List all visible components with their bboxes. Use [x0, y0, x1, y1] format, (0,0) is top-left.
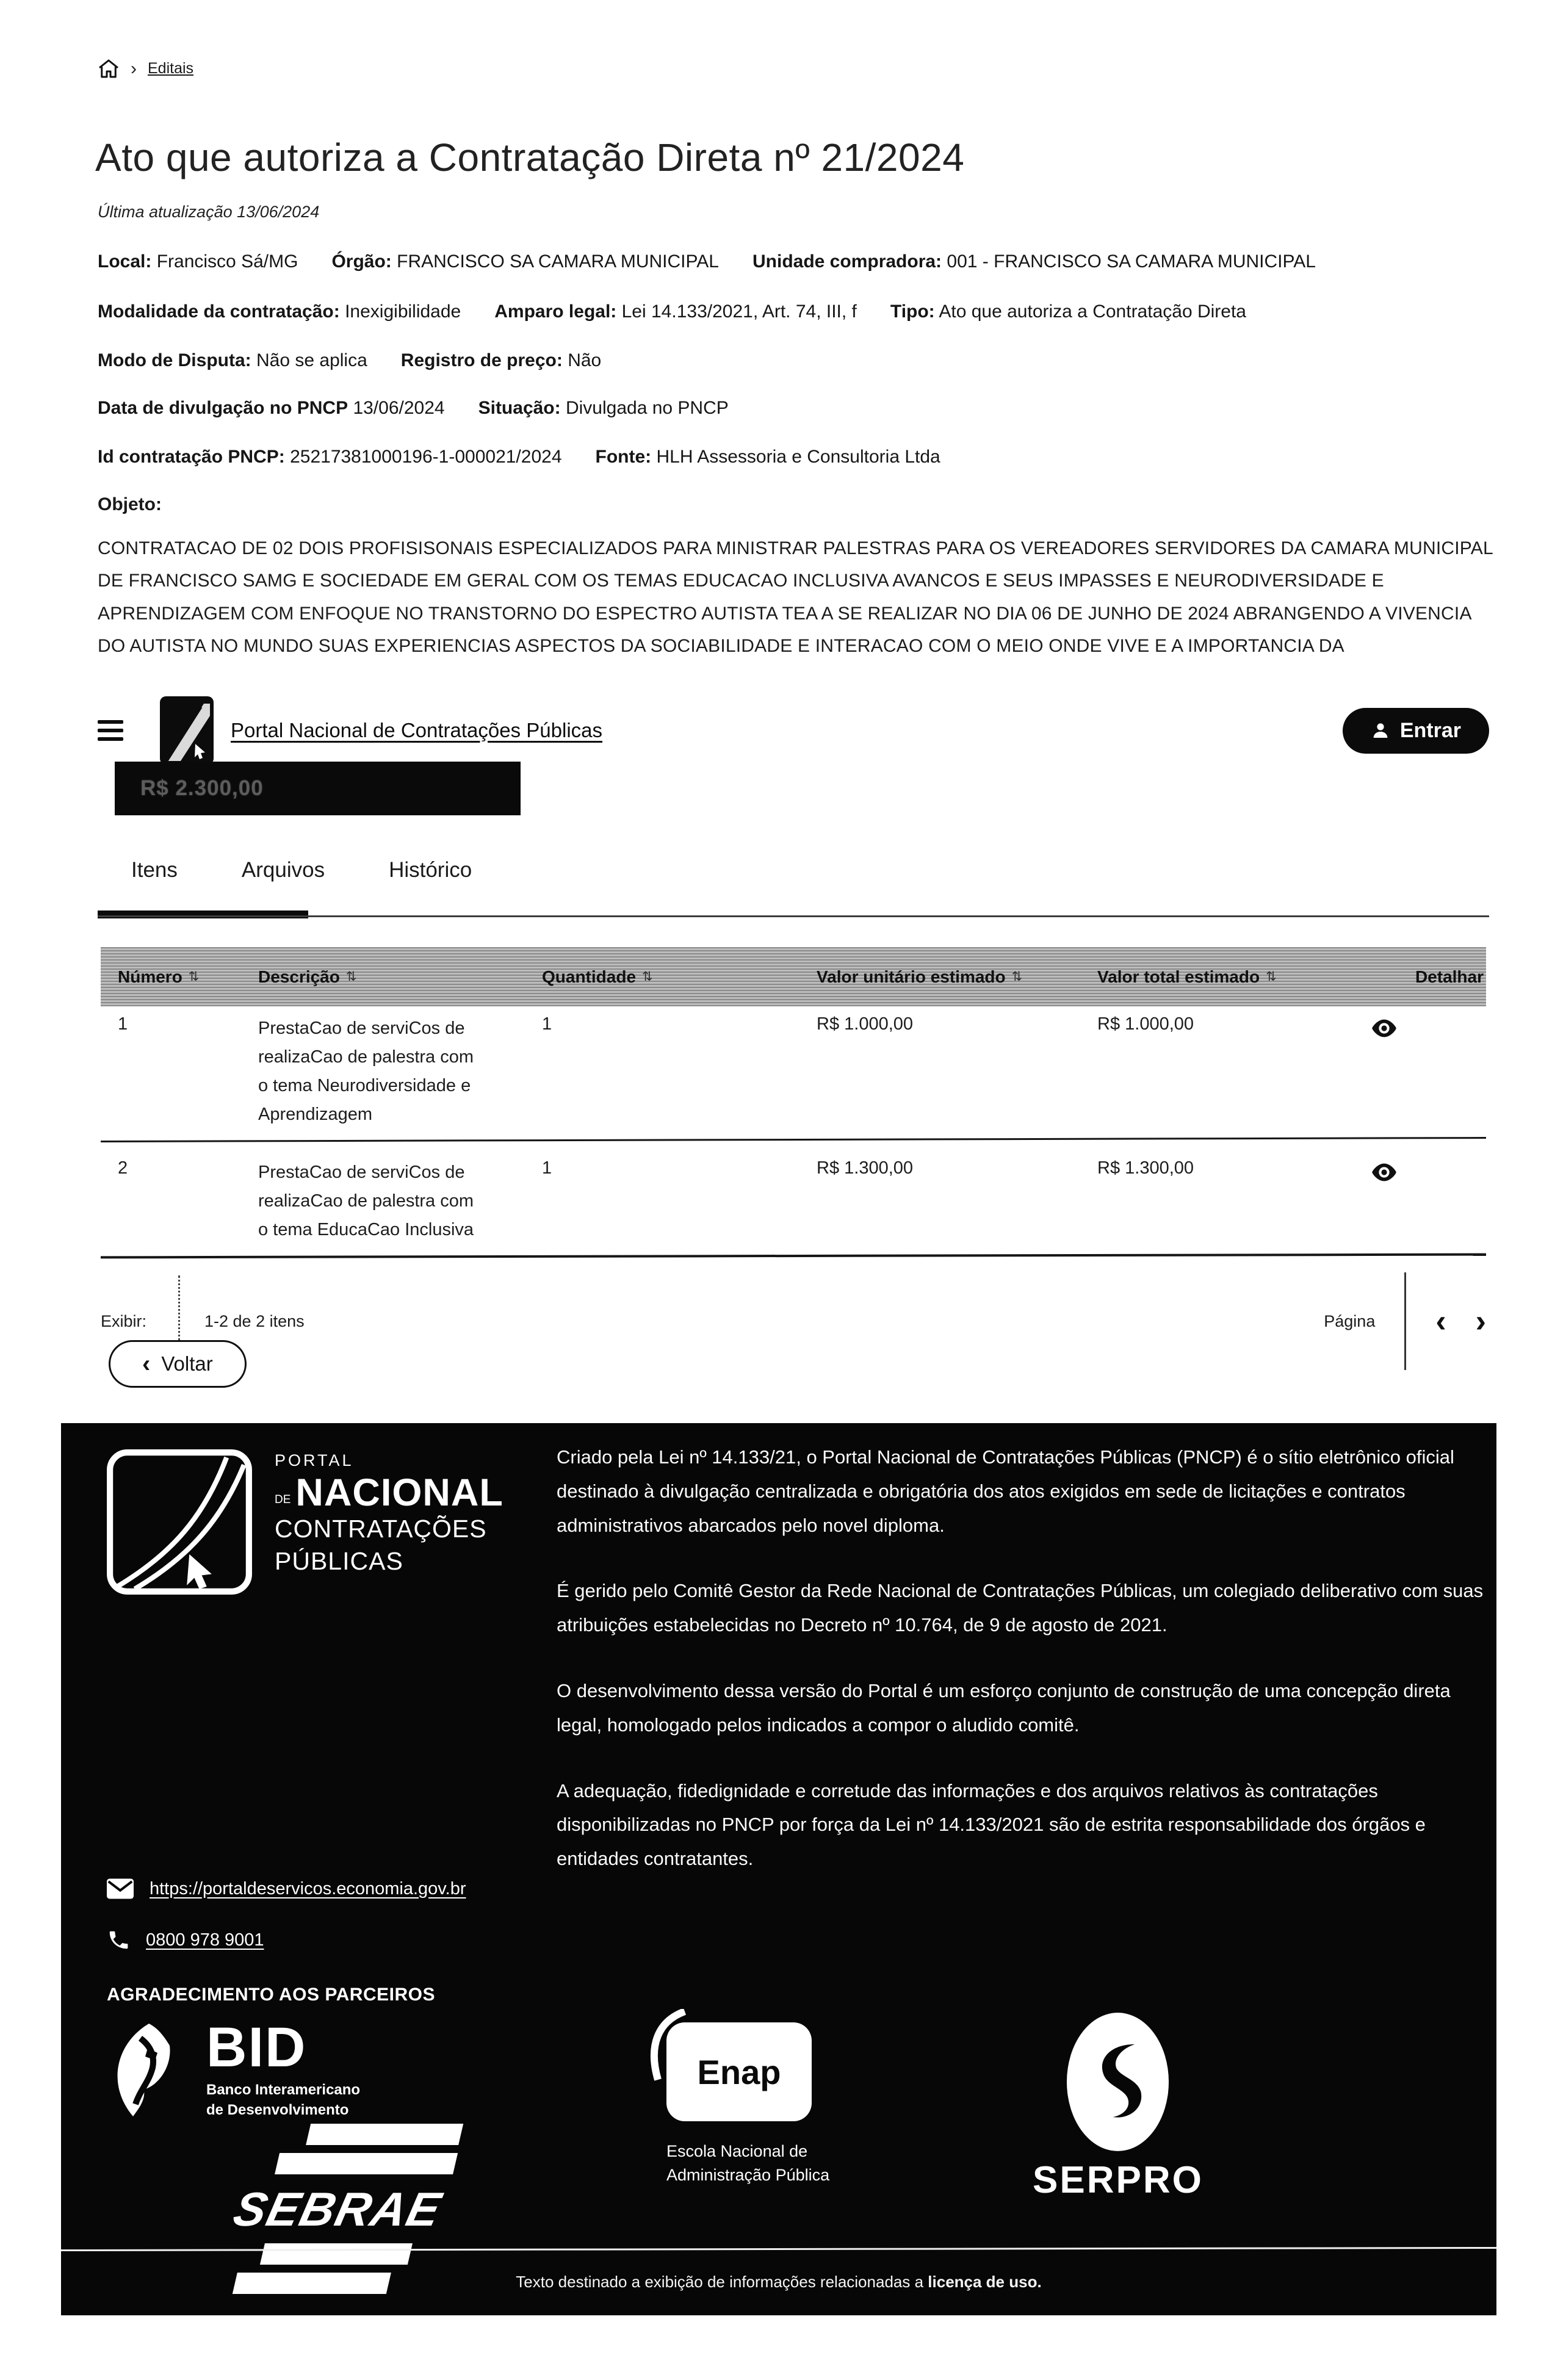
meta-data-label: Data de divulgação no PNCP [98, 398, 348, 418]
meta-amparo [494, 301, 857, 322]
meta-registro-label: Registro de preço: [400, 350, 563, 370]
footer-logo-de: DE [275, 1493, 291, 1507]
total-value-highlight [115, 762, 521, 815]
meta-data-value: 13/06/2024 [353, 398, 445, 418]
meta-modo-value: Não se aplica [256, 350, 367, 370]
enap-arc-icon [646, 2009, 688, 2082]
enap-name: Enap [697, 2052, 781, 2091]
bid-name: BID [206, 2016, 307, 2079]
meta-id-value: 25217381000196-1-000021/2024 [290, 447, 562, 467]
col-valor-unitario-label: Valor unitário estimado [817, 967, 1006, 986]
partner-bid-logo [104, 2016, 361, 2124]
sebrae-name: SEBRAE [228, 2182, 447, 2236]
user-icon [1371, 721, 1390, 740]
entrar-label: Entrar [1399, 718, 1461, 742]
meta-orgao-value: FRANCISCO SA CAMARA MUNICIPAL [397, 251, 719, 272]
col-descricao[interactable] [241, 967, 525, 987]
next-page-icon[interactable]: › [1475, 1304, 1486, 1339]
entrar-button[interactable] [1343, 708, 1489, 754]
enap-caption-line1: Escola Nacional de [666, 2142, 808, 2160]
envelope-icon [107, 1878, 134, 1899]
pagination-bar [101, 1269, 1486, 1373]
meta-unidade-value: 001 - FRANCISCO SA CAMARA MUNICIPAL [947, 251, 1316, 272]
voltar-button[interactable] [109, 1340, 247, 1388]
serpro-name: SERPRO [1033, 2159, 1204, 2201]
objeto-text: CONTRATACAO DE 02 DOIS PROFISISONAIS ESPECIALIZADOS PARA MINISTRAR PALESTRAS PARA OS VEREADORES SERVIDORES DA CAMARA MUNICIPAL DE FRANCISCO SAMG E SOCIEDADE EM GERAL COM OS TEMAS EDUCACAO INCLUSIVA AVANCOS E SEUS IMPASSES E NEURODIVERSIDADE E APRENDIZAGEM COM ENFOQUE NO TRANSTORNO DO ESPECTRO AUTISTA TEA A SE REALIZAR NO DIA 06 DE JUNHO DE 2024 ABRANGENDO A VIVENCIA DO AUTISTA NO MUNDO SUAS EXPERIENCIAS ASPECTOS DA SOCIABILIDADE E INTERACAO COM O MEIO ONDE VIVE E A IMPORTANCIA DA [98, 538, 1493, 657]
portal-home-link[interactable]: Portal Nacional de Contratações Públicas [231, 719, 603, 741]
home-icon[interactable] [98, 59, 120, 79]
partners-heading: AGRADECIMENTO AOS PARCEIROS [107, 1985, 435, 2005]
bid-caption [206, 2080, 360, 2120]
meta-situacao-label: Situação: [478, 398, 561, 418]
footer-logo-portal: PORTAL [275, 1451, 354, 1469]
total-estimated-value: R$ 2.300,00 [140, 776, 264, 800]
tabs-divider [98, 915, 1489, 917]
portal-header [98, 691, 1489, 770]
bid-caption-line2: de Desenvolvimento [206, 2101, 349, 2118]
license-text [61, 2273, 1496, 2292]
meta-local-value: Francisco Sá/MG [156, 251, 298, 272]
meta-registro-value: Não [568, 350, 602, 370]
partner-sebrae-logo [179, 2124, 464, 2294]
col-descricao-label: Descrição [258, 967, 340, 986]
meta-unidade [752, 251, 1316, 272]
sort-icon[interactable]: ⇅ [188, 970, 200, 984]
col-valor-total[interactable] [1080, 967, 1364, 987]
items-table-header [101, 947, 1486, 1006]
phone-link[interactable]: 0800 978 9001 [146, 1930, 264, 1950]
pagination-divider [1404, 1272, 1406, 1370]
meta-fonte [596, 447, 940, 467]
back-chevron-icon: ‹ [142, 1350, 151, 1377]
bid-leaf-icon [104, 2021, 195, 2124]
page-title: Ato que autoriza a Contratação Direta nº 21/2024 [95, 135, 965, 179]
serpro-swirl-icon [1064, 2010, 1171, 2154]
sort-icon[interactable]: ⇅ [1011, 970, 1023, 984]
meta-modalidade-value: Inexigibilidade [345, 301, 461, 322]
footer [61, 1423, 1496, 2315]
row-divider [101, 1137, 1486, 1142]
col-valor-unitario[interactable] [799, 967, 1080, 987]
footer-paragraph: Criado pela Lei nº 14.133/21, o Portal Nacional de Contratações Públicas (PNCP) é o sítio eletrônico oficial destinado à divulgação centralizada e obrigatória dos atos exigidos em sede de licitações e contratos administrativos abarcados pelo novel diploma. [557, 1446, 1454, 1536]
breadcrumb-editais-link[interactable]: Editais [148, 60, 194, 77]
meta-modalidade-label: Modalidade da contratação: [98, 301, 340, 322]
cell-numero: 2 [118, 1158, 128, 1178]
meta-tipo-label: Tipo: [890, 301, 935, 322]
last-update: Última atualização 13/06/2024 [98, 203, 320, 221]
cell-valor-total: R$ 1.000,00 [1097, 1014, 1194, 1034]
footer-pncp-logo [105, 1448, 503, 1596]
detalhar-button[interactable] [1364, 1014, 1486, 1129]
sebrae-stripe [275, 2153, 458, 2174]
meta-row-5 [98, 447, 940, 467]
sebrae-stripe [306, 2124, 463, 2145]
meta-situacao [478, 398, 729, 419]
license-text-normal: Texto destinado a exibição de informações relacionadas a [516, 2273, 928, 2291]
row-divider [101, 1253, 1486, 1259]
breadcrumb-chevron-icon: › [131, 58, 137, 79]
footer-logo-publicas: PÚBLICAS [275, 1547, 403, 1576]
sort-icon[interactable]: ⇅ [345, 970, 357, 984]
meta-amparo-value: Lei 14.133/2021, Art. 74, III, f [621, 301, 857, 322]
cell-quantidade: 1 [542, 1014, 552, 1034]
col-detalhar [1364, 967, 1486, 987]
cell-descricao: PrestaCao de serviCos de realizaCao de palestra com o tema EducaCao Inclusiva [258, 1163, 474, 1239]
table-row [101, 1014, 1486, 1129]
meta-modalidade [98, 301, 461, 322]
meta-amparo-label: Amparo legal: [494, 301, 617, 322]
meta-data-divulgacao [98, 398, 445, 419]
items-range: 1-2 de 2 itens [204, 1311, 305, 1330]
detalhar-button[interactable] [1364, 1158, 1486, 1244]
partner-enap-logo [666, 2022, 829, 2187]
footer-logo-nacional: NACIONAL [295, 1471, 503, 1514]
bid-caption-line1: Banco Interamericano [206, 2082, 361, 2099]
cell-descricao: PrestaCao de serviCos de realizaCao de palestra com o tema Neurodiversidade e Aprendizagem [258, 1019, 474, 1124]
objeto-label: Objeto: [98, 494, 162, 514]
meta-modo [98, 350, 367, 371]
meta-registro [401, 350, 601, 371]
sort-icon[interactable]: ⇅ [1266, 970, 1277, 984]
sebrae-stripe [260, 2243, 413, 2265]
meta-local [98, 251, 298, 272]
meta-orgao-label: Órgão: [331, 251, 392, 272]
phone-icon [107, 1928, 130, 1952]
col-detalhar-label: Detalhar [1415, 967, 1484, 986]
pncp-logo-icon [159, 695, 215, 766]
enap-caption-line2: Administração Pública [666, 2166, 830, 2185]
meta-situacao-value: Divulgada no PNCP [565, 398, 729, 418]
eye-icon [1370, 1014, 1398, 1042]
footer-paragraph: É gerido pelo Comitê Gestor da Rede Nacional de Contratações Públicas, um colegiado deliberativo com suas atribuições estabelecidas no Decreto nº 10.764, de 9 de agosto de 2021. [557, 1580, 1484, 1636]
exibir-label: Exibir: [101, 1311, 147, 1330]
col-quantidade[interactable] [525, 967, 799, 987]
meta-fonte-label: Fonte: [595, 447, 652, 467]
meta-modo-label: Modo de Disputa: [98, 350, 251, 370]
cell-numero: 1 [118, 1014, 128, 1034]
tab-historico[interactable]: Histórico [389, 858, 472, 882]
footer-paragraph: O desenvolvimento dessa versão do Portal é um esforço conjunto de construção de uma concepção direta legal, homologado pelos indicados a compor o aludido comitê. [557, 1679, 1451, 1736]
cell-valor-unitario: R$ 1.000,00 [817, 1014, 914, 1034]
meta-row-2 [98, 301, 1246, 322]
footer-phone-row [107, 1928, 264, 1952]
cell-valor-unitario: R$ 1.300,00 [817, 1158, 914, 1178]
meta-id-pncp [98, 447, 562, 467]
col-numero[interactable] [101, 967, 241, 987]
menu-hamburger-icon[interactable] [98, 720, 123, 741]
pagina-label: Página [1324, 1311, 1376, 1330]
meta-tipo-value: Ato que autoriza a Contratação Direta [939, 301, 1246, 322]
enap-box [666, 2022, 812, 2121]
meta-fonte-value: HLH Assessoria e Consultoria Ltda [656, 447, 940, 467]
tab-arquivos[interactable]: Arquivos [241, 858, 325, 882]
col-quantidade-label: Quantidade [542, 967, 637, 986]
tab-bar [131, 858, 472, 882]
meta-row-4 [98, 398, 729, 419]
footer-paragraph: A adequação, fidedignidade e corretude das informações e dos arquivos relativos às contratações disponibilizadas no PNCP por força da Lei nº 14.133/2021 são de estrita responsabilidade dos órgãos e entidades contratantes. [557, 1780, 1426, 1870]
license-text-bold: licença de uso. [928, 2273, 1042, 2291]
breadcrumb [98, 59, 193, 79]
sort-icon[interactable]: ⇅ [642, 970, 653, 984]
footer-website-row [107, 1878, 466, 1899]
partner-serpro-logo [1033, 2010, 1204, 2202]
col-numero-label: Número [118, 967, 182, 986]
pncp-logo-icon [105, 1448, 254, 1596]
meta-row-1 [98, 251, 1316, 272]
meta-tipo [890, 301, 1246, 322]
table-row [101, 1158, 1486, 1244]
footer-logo-contratacoes: CONTRATAÇÕES [275, 1515, 487, 1543]
meta-orgao [331, 251, 719, 272]
voltar-label: Voltar [161, 1352, 213, 1375]
meta-id-label: Id contratação PNCP: [98, 447, 285, 467]
tab-itens[interactable]: Itens [131, 858, 178, 882]
meta-row-3 [98, 350, 601, 371]
col-valor-total-label: Valor total estimado [1097, 967, 1260, 986]
footer-description [557, 1440, 1484, 1908]
cell-quantidade: 1 [542, 1158, 552, 1178]
prev-page-icon[interactable]: ‹ [1435, 1304, 1446, 1339]
meta-unidade-label: Unidade compradora: [752, 251, 942, 272]
enap-caption [666, 2140, 829, 2187]
meta-local-label: Local: [98, 251, 152, 272]
cell-valor-total: R$ 1.300,00 [1097, 1158, 1194, 1178]
footer-logo-text [275, 1451, 503, 1578]
eye-icon [1370, 1158, 1398, 1186]
active-tab-indicator [98, 911, 308, 918]
page-controls [1324, 1272, 1486, 1370]
portal-servicos-link[interactable]: https://portaldeservicos.economia.gov.br [150, 1878, 466, 1899]
